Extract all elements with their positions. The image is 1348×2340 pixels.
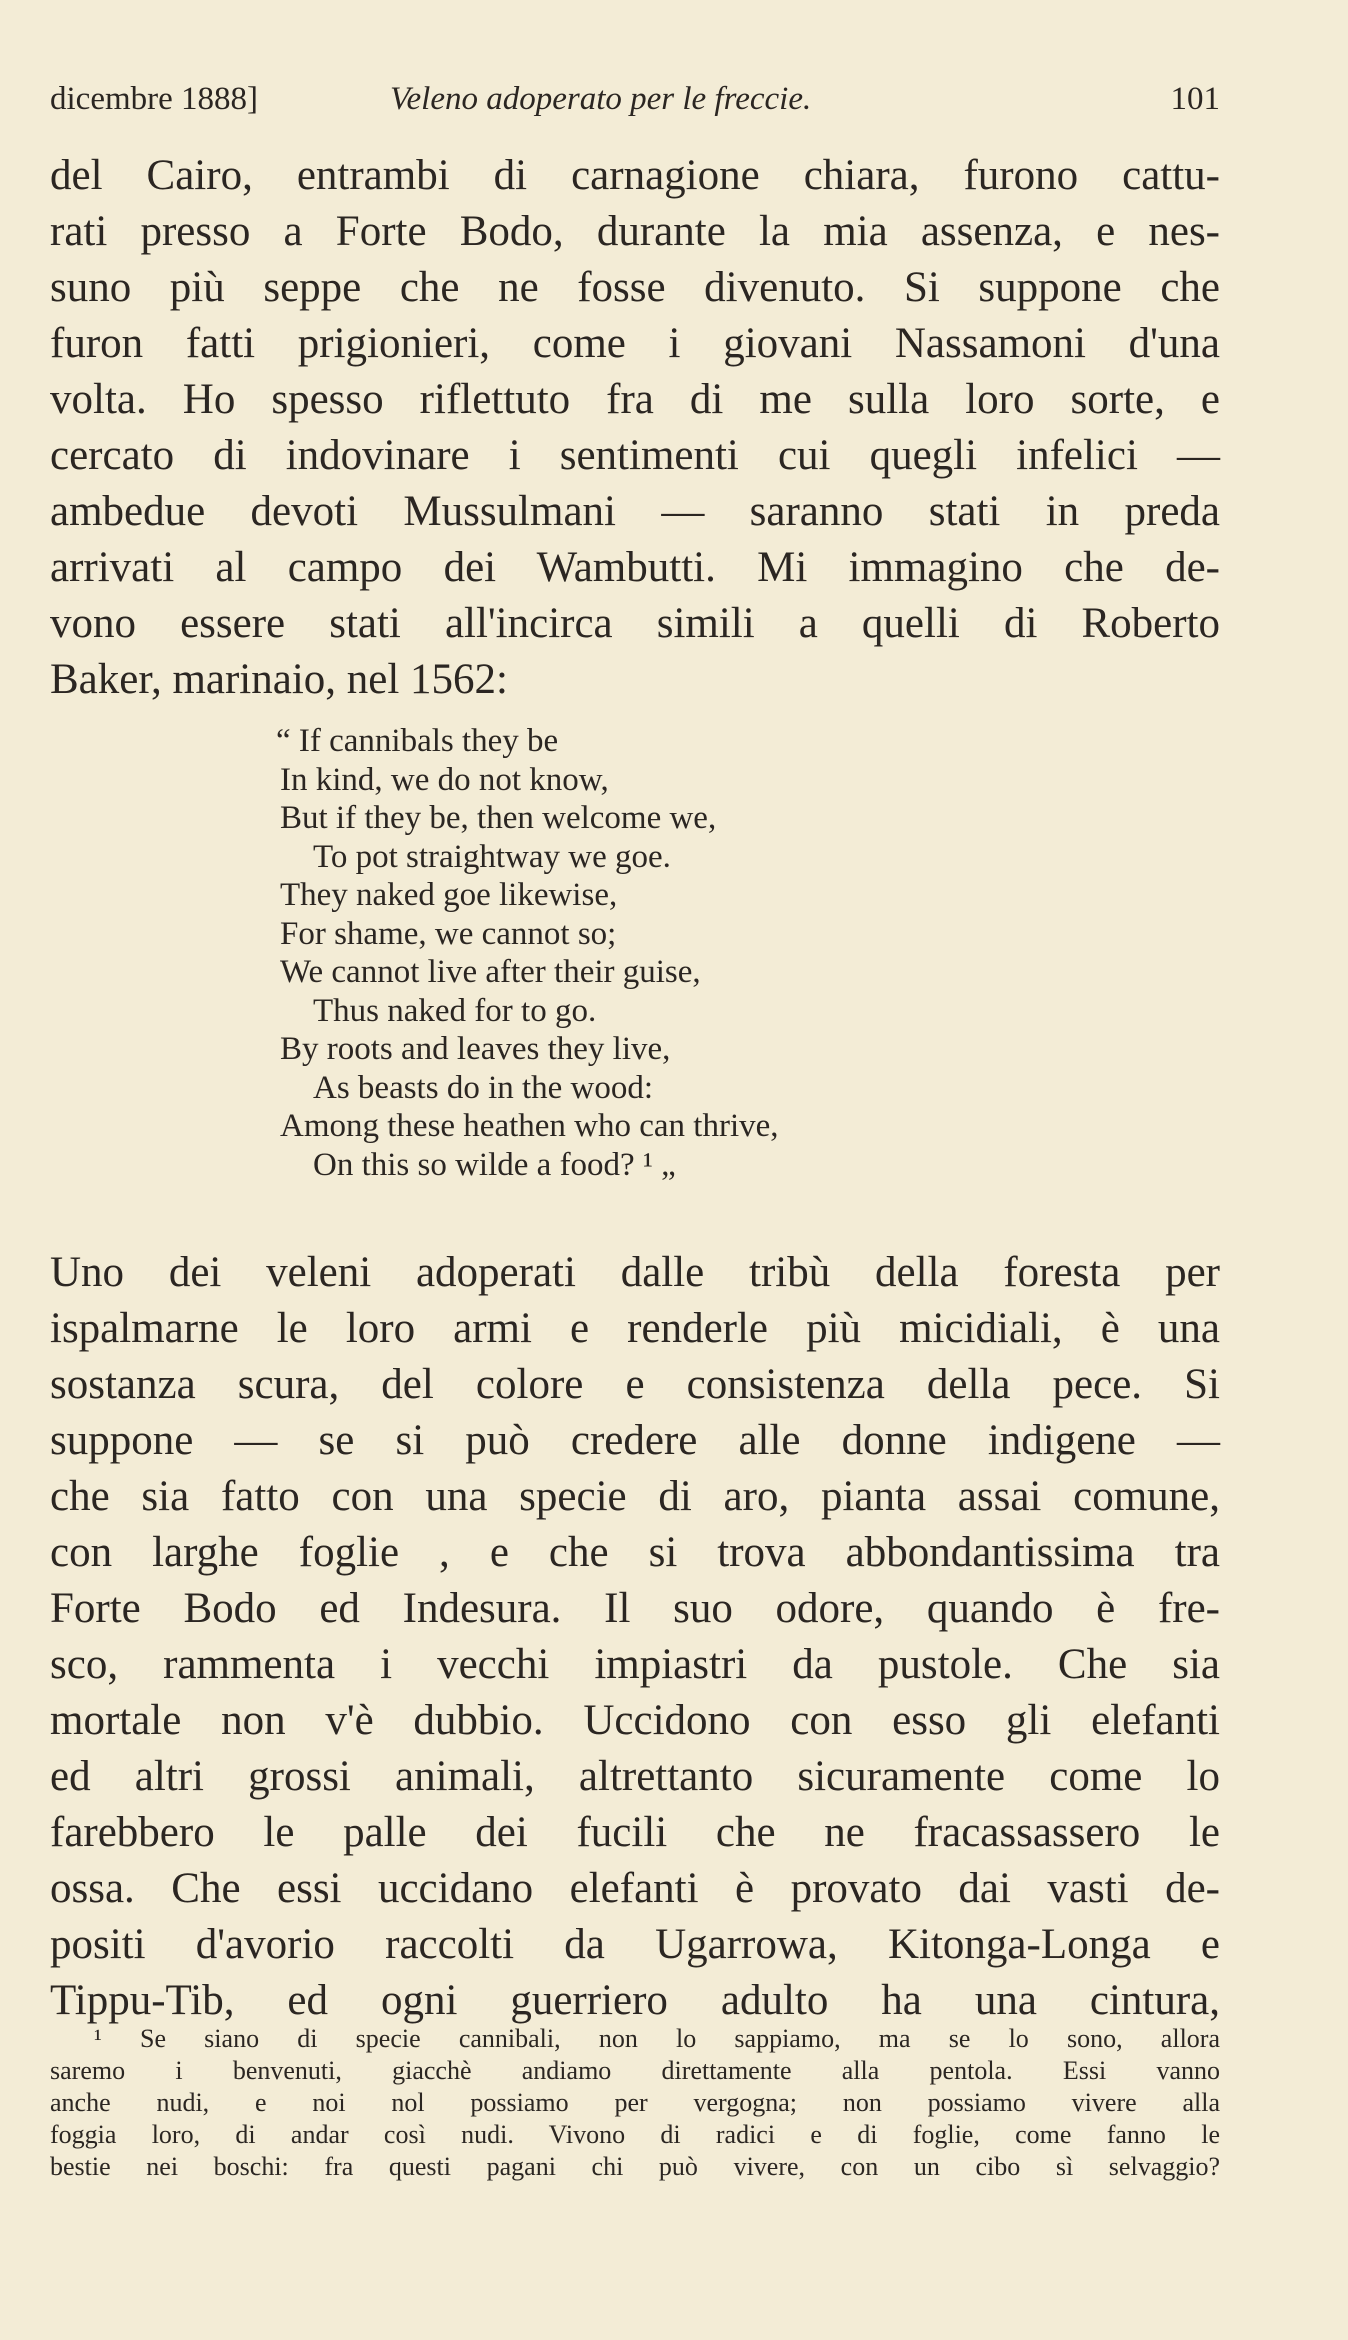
- text-line: ispalmarne le loro armi e renderle più micidiali, è una: [50, 1305, 1220, 1352]
- text-line: suno più seppe che ne fosse divenuto. Si suppone che: [50, 264, 1220, 311]
- text-line: con larghe foglie , e che si trova abbondantissima tra: [50, 1529, 1220, 1576]
- running-header: [50, 74, 1220, 124]
- poem-verse: Thus naked for to go.: [313, 992, 597, 1029]
- footnote-line: saremo i benvenuti, giacchè andiamo direttamente alla pentola. Essi vanno: [50, 2056, 1220, 2085]
- text-line: Baker, marinaio, nel 1562:: [50, 656, 509, 703]
- poem-verse: Among these heathen who can thrive,: [280, 1108, 779, 1144]
- text-line: sostanza scura, del colore e consistenza della pece. Si: [50, 1361, 1220, 1408]
- poem-verse: On this so wilde a food? ¹ „: [313, 1146, 676, 1183]
- paragraph-1: [50, 148, 1220, 708]
- text-line: Uno dei veleni adoperati dalle tribù della foresta per: [50, 1249, 1220, 1296]
- paragraph-2: [50, 1245, 1220, 2029]
- poem-verse: In kind, we do not know,: [280, 761, 609, 798]
- text-line: vono essere stati all'incirca simili a quelli di Roberto: [50, 600, 1220, 647]
- text-line: mortale non v'è dubbio. Uccidono con esso gli elefanti: [50, 1697, 1220, 1744]
- text-line: Tippu-Tib, ed ogni guerriero adulto ha una cintura,: [50, 1977, 1220, 2024]
- poem-verse: They naked goe likewise,: [280, 877, 618, 913]
- page-number: 101: [1170, 81, 1220, 117]
- text-line: del Cairo, entrambi di carnagione chiara, furono cattu-: [50, 152, 1220, 199]
- footnote: [50, 2023, 1220, 2183]
- poem-quotation: [276, 722, 779, 1184]
- text-line: volta. Ho spesso riflettuto fra di me sulla loro sorte, e: [50, 376, 1220, 423]
- text-line: rati presso a Forte Bodo, durante la mia assenza, e nes-: [50, 208, 1220, 255]
- text-line: arrivati al campo dei Wambutti. Mi immagino che de-: [50, 544, 1220, 591]
- poem-verse: To pot straightway we goe.: [313, 838, 671, 875]
- text-line: furon fatti prigionieri, come i giovani Nassamoni d'una: [50, 320, 1220, 367]
- text-line: cercato di indovinare i sentimenti cui quegli infelici —: [50, 432, 1220, 479]
- poem-verse: But if they be, then welcome we,: [280, 800, 717, 836]
- text-line: ossa. Che essi uccidano elefanti è provato dai vasti de-: [50, 1865, 1220, 1912]
- text-line: ambedue devoti Mussulmani — saranno stati in preda: [50, 488, 1220, 535]
- footnote-line: foggia loro, di andar così nudi. Vivono di radici e di foglie, come fanno le: [50, 2120, 1220, 2149]
- text-line: che sia fatto con una specie di aro, pianta assai comune,: [50, 1473, 1220, 1520]
- header-date: dicembre 1888]: [50, 81, 259, 117]
- text-line: farebbero le palle dei fucili che ne fracassassero le: [50, 1809, 1220, 1856]
- poem-verse: For shame, we cannot so;: [280, 915, 617, 952]
- text-line: sco, rammenta i vecchi impiastri da pustole. Che sia: [50, 1641, 1220, 1688]
- poem-verse: “ If cannibals they be: [276, 723, 559, 759]
- header-title: Veleno adoperato per le freccie.: [390, 81, 812, 117]
- text-line: positi d'avorio raccolti da Ugarrowa, Kitonga-Longa e: [50, 1921, 1220, 1968]
- footnote-line: anche nudi, e noi nol possiamo per vergogna; non possiamo vivere alla: [50, 2088, 1220, 2117]
- poem-verse: We cannot live after their guise,: [280, 954, 701, 990]
- poem-verse: As beasts do in the wood:: [313, 1069, 654, 1106]
- text-line: ed altri grossi animali, altrettanto sicuramente come lo: [50, 1753, 1220, 1800]
- footnote-line: ¹ Se siano di specie cannibali, non lo sappiamo, ma se lo sono, allora: [94, 2024, 1220, 2053]
- footnote-line: bestie nei boschi: fra questi pagani chi può vivere, con un cibo sì selvaggio?: [50, 2152, 1220, 2181]
- text-line: Forte Bodo ed Indesura. Il suo odore, quando è fre-: [50, 1585, 1220, 1632]
- text-line: suppone — se si può credere alle donne indigene —: [50, 1417, 1220, 1464]
- poem-verse: By roots and leaves they live,: [280, 1031, 671, 1067]
